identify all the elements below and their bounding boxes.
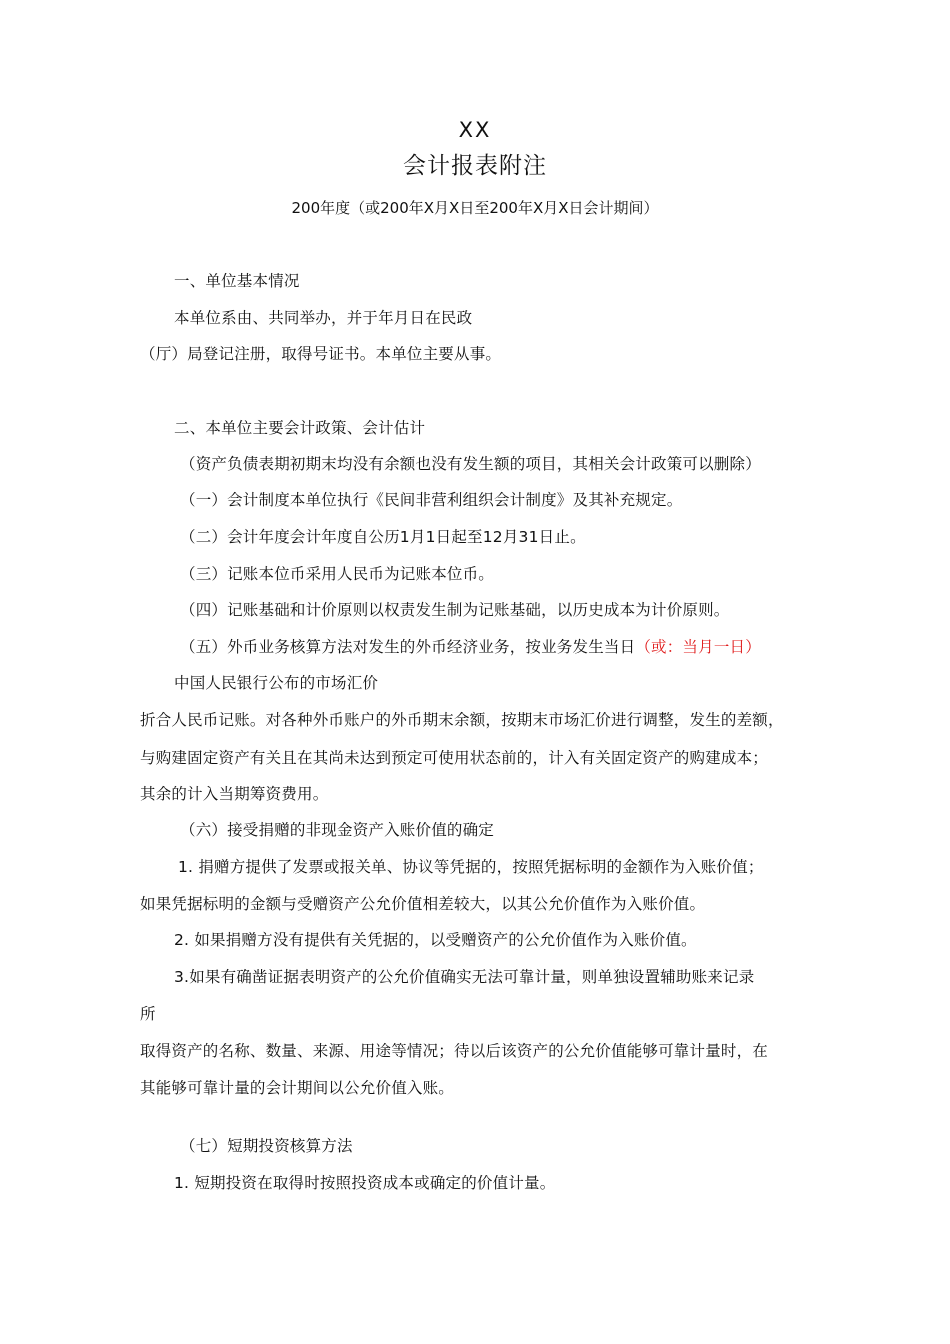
policy-item-5-text: （五）外币业务核算方法对发生的外币经济业务，按业务发生当日 <box>180 638 636 656</box>
policy-item-5-line-4: 与购建固定资产有关且在其尚未达到预定可使用状态前的，计入有关固定资产的购建成本； <box>140 749 769 767</box>
policy-item-6-3-line-3: 取得资产的名称、数量、来源、用途等情况；待以后该资产的公允价值能够可靠计量时，在 <box>140 1042 769 1060</box>
policy-item-2: （二）会计年度会计年度自公历1月1日起至12月31日止。 <box>180 528 586 546</box>
policy-item-7-1: 1. 短期投资在取得时按照投资成本或确定的价值计量。 <box>174 1174 556 1192</box>
document-subtitle: 200年度（或200年X月X日至200年X月X日会计期间） <box>291 199 659 217</box>
policy-item-5-line-3: 折合人民币记账。对各种外币账户的外币期末余额，按期末市场汇价进行调整，发生的差额， <box>140 711 784 729</box>
policy-item-5-line-5: 其余的计入当期筹资费用。 <box>140 785 329 803</box>
policy-item-6-3-line-2: 所 <box>140 1005 156 1023</box>
policy-item-4: （四）记账基础和计价原则以权责发生制为记账基础，以历史成本为计价原则。 <box>180 601 730 619</box>
policy-item-6-heading: （六）接受捐赠的非现金资产入账价值的确定 <box>180 821 495 839</box>
policy-item-5-highlight: （或：当月一日） <box>635 638 761 656</box>
section-2-note: （资产负债表期初期末均没有余额也没有发生额的项目，其相关会计政策可以删除） <box>180 455 761 473</box>
document-title-xx: XX <box>458 118 492 142</box>
document-title: 会计报表附注 <box>403 153 547 179</box>
policy-item-5-line-1 <box>180 637 761 657</box>
policy-item-1: （一）会计制度本单位执行《民间非营利组织会计制度》及其补充规定。 <box>180 491 683 509</box>
policy-item-6-3-line-1: 3.如果有确凿证据表明资产的公允价值确实无法可靠计量，则单独设置辅助账来记录 <box>174 968 755 986</box>
policy-item-6-1-line-1: 1. 捐赠方提供了发票或报关单、协议等凭据的，按照凭据标明的金额作为入账价值； <box>178 858 764 876</box>
policy-item-6-3-line-4: 其能够可靠计量的会计期间以公允价值入账。 <box>140 1079 455 1097</box>
section-1-paragraph-line-2: （厅）局登记注册，取得号证书。本单位主要从事。 <box>140 345 502 363</box>
policy-item-6-1-line-2: 如果凭据标明的金额与受赠资产公允价值相差较大，以其公允价值作为入账价值。 <box>140 895 706 913</box>
section-1-paragraph-line-1: 本单位系由、共同举办，并于年月日在民政 <box>174 309 473 327</box>
policy-item-5-line-2: 中国人民银行公布的市场汇价 <box>174 674 379 692</box>
policy-item-7-heading: （七）短期投资核算方法 <box>180 1137 353 1155</box>
policy-item-3: （三）记账本位币采用人民币为记账本位币。 <box>180 565 495 583</box>
section-1-heading: 一、单位基本情况 <box>174 272 300 290</box>
policy-item-6-2: 2. 如果捐赠方没有提供有关凭据的，以受赠资产的公允价值作为入账价值。 <box>174 931 697 949</box>
section-2-heading: 二、本单位主要会计政策、会计估计 <box>174 419 426 437</box>
